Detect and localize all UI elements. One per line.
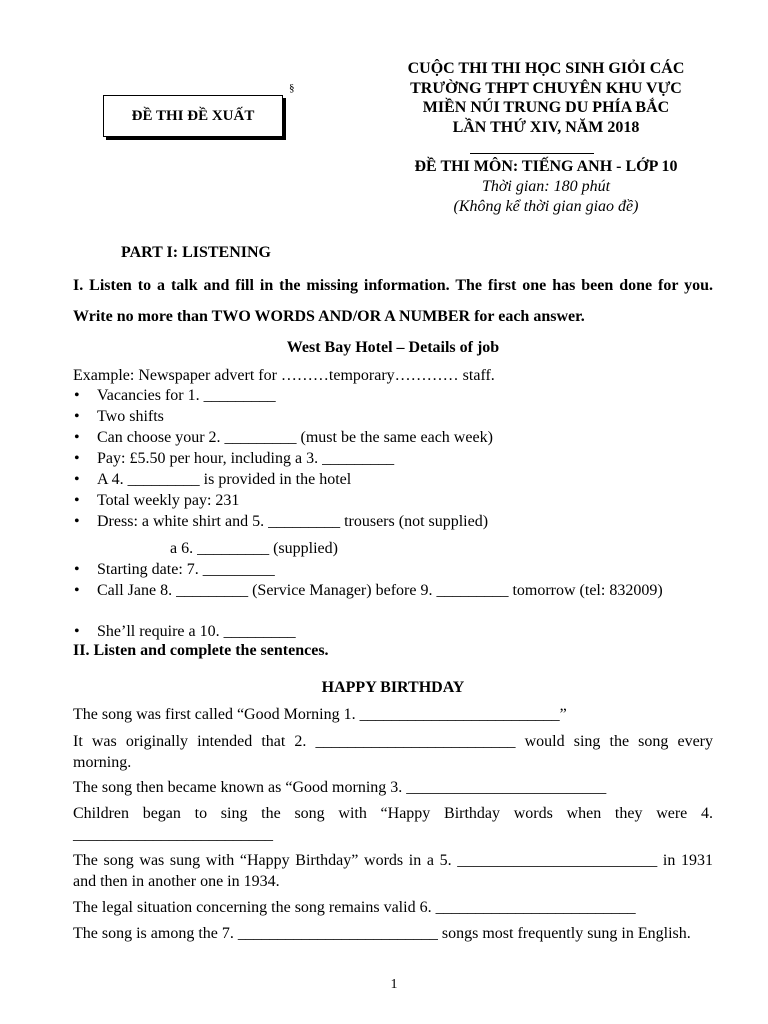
list-item: • Pay: £5.50 per hour, including a 3. _________ bbox=[97, 448, 737, 469]
part1-instruction: I. Listen to a talk and fill in the missing information. The first one has been done for you. Write no more than TWO WORDS AND/OR A NUMBER for each answer. bbox=[73, 277, 713, 325]
part1-title: PART I: LISTENING bbox=[121, 244, 271, 261]
list-item: • A 4. _________ is provided in the hotel bbox=[97, 469, 737, 490]
contest-header-line1: CUỘC THI THI HỌC SINH GIỎI CÁC bbox=[407, 60, 685, 77]
list-item: • Vacancies for 1. _________ bbox=[97, 385, 737, 406]
header-divider bbox=[470, 153, 594, 154]
list-item: • Total weekly pay: 231 bbox=[97, 490, 737, 511]
exam-type-box bbox=[103, 95, 283, 137]
list-item: • Dress: a white shirt and 5. _________ trousers (not supplied) bbox=[97, 511, 737, 532]
contest-header-line3: MIỀN NÚI TRUNG DU PHÍA BẮC bbox=[422, 99, 670, 116]
page-number: 1 bbox=[390, 977, 398, 992]
exam-duration: Thời gian: 180 phút bbox=[481, 178, 611, 195]
sentence-item: The song was first called “Good Morning 1. _________________________” bbox=[73, 706, 567, 723]
sentence-item: The song is among the 7. _________________________ songs most frequently sung in English. bbox=[73, 925, 691, 942]
sentence-item: Children began to sing the song with “Happy Birthday words when they were 4. _________________________ bbox=[73, 805, 713, 843]
part1-example: Example: Newspaper advert for ………temporary………… staff. bbox=[73, 367, 495, 384]
contest-header bbox=[360, 59, 732, 137]
list-item-continuation: a 6. _________ (supplied) bbox=[170, 540, 338, 557]
list-item: • Two shifts bbox=[97, 406, 737, 427]
part2-section-title: HAPPY BIRTHDAY bbox=[321, 679, 465, 696]
exam-duration-note: (Không kể thời gian giao đề) bbox=[453, 198, 639, 215]
list-item: • Starting date: 7. _________ bbox=[97, 559, 737, 580]
subject-title: ĐỀ THI MÔN: TIẾNG ANH - LỚP 10 bbox=[414, 158, 678, 175]
exam-type-label: ĐỀ THI ĐỀ XUẤT bbox=[131, 107, 255, 124]
list-item: • She’ll require a 10. _________ bbox=[97, 621, 737, 642]
contest-header-line4: LẦN THỨ XIV, NĂM 2018 bbox=[452, 118, 640, 136]
subject-block bbox=[360, 157, 732, 217]
sentence-item: The legal situation concerning the song remains valid 6. _________________________ bbox=[73, 899, 636, 916]
box-section-mark: § bbox=[289, 82, 295, 94]
sentence-item: The song was sung with “Happy Birthday” words in a 5. _________________________ in 1931 and then in another one in 1934. bbox=[73, 852, 713, 890]
sentence-item: It was originally intended that 2. _________________________ would sing the song every morning. bbox=[73, 733, 713, 771]
list-item: • Can choose your 2. _________ (must be the same each week) bbox=[97, 427, 737, 448]
sentence-item: The song then became known as “Good morning 3. _________________________ bbox=[73, 779, 607, 796]
contest-header-line2: TRƯỜNG THPT CHUYÊN KHU VỰC bbox=[410, 79, 682, 97]
part1-section-title: West Bay Hotel – Details of job bbox=[286, 339, 500, 356]
list-item: • Call Jane 8. _________ (Service Manager) before 9. _________ tomorrow (tel: 832009) bbox=[97, 580, 712, 601]
part2-instruction: II. Listen and complete the sentences. bbox=[73, 642, 329, 659]
